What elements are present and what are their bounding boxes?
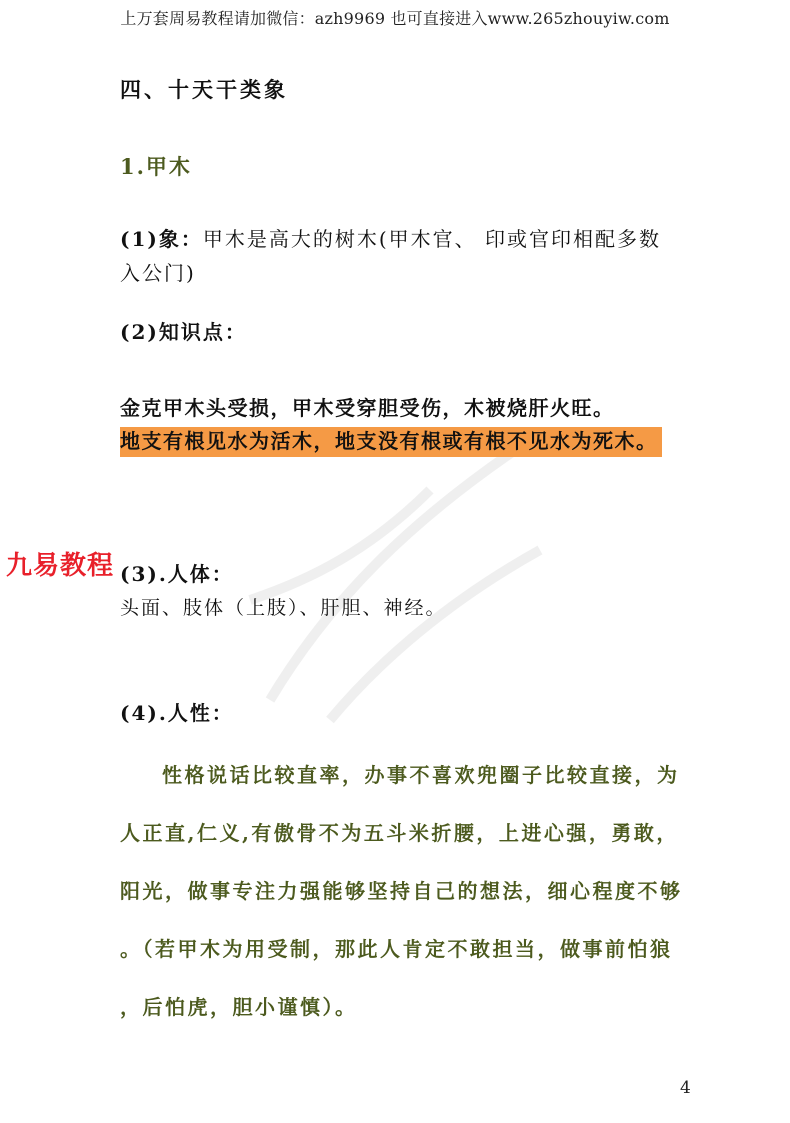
section-title: 四、十天干类象 <box>120 77 288 102</box>
xiang-paragraph <box>120 222 740 290</box>
personality-line: 人正直,仁义,有傲骨不为五斗米折腰，上进心强，勇敢， <box>120 821 679 845</box>
personality-line: 性格说话比较直率，办事不喜欢兜圈子比较直接，为 <box>162 763 680 787</box>
personality-line: ，后怕虎，胆小谨慎）。 <box>120 995 358 1019</box>
body-part-text: 头面、肢体（上肢）、肝胆、神经。 <box>120 597 447 619</box>
page-number: 4 <box>680 1078 691 1098</box>
knowledge-label: (2)知识点： <box>120 320 247 344</box>
brand-logo: 九易教程 <box>6 551 115 581</box>
xiang-text: 甲木是高大的树木(甲木官、 印或官印相配多数 <box>202 227 662 251</box>
xiang-line-1 <box>120 222 740 256</box>
knowledge-line-1: 金克甲木头受损，甲木受穿胆受伤，木被烧肝火旺。 <box>120 396 615 420</box>
highlighted-text: 地支有根见水为活木，地支没有根或有根不见水为死木。 <box>120 427 662 457</box>
personality-label: (4).人性： <box>120 701 234 725</box>
personality-line: 。（若甲木为用受制，那此人肯定不敢担当，做事前怕狼 <box>120 937 673 961</box>
subsection-title: 1.甲木 <box>120 154 192 179</box>
personality-paragraph <box>120 746 730 1036</box>
xiang-label: (1)象： <box>120 227 203 251</box>
body-part-label: (3).人体： <box>120 562 234 586</box>
page-header: 上万套周易教程请加微信：azh9969 也可直接进入www.265zhouyiw.com <box>120 9 670 28</box>
xiang-line-2: 入公门) <box>120 261 196 285</box>
personality-line: 阳光，做事专注力强能够坚持自己的想法，细心程度不够 <box>120 879 683 903</box>
knowledge-line-2 <box>120 425 740 454</box>
